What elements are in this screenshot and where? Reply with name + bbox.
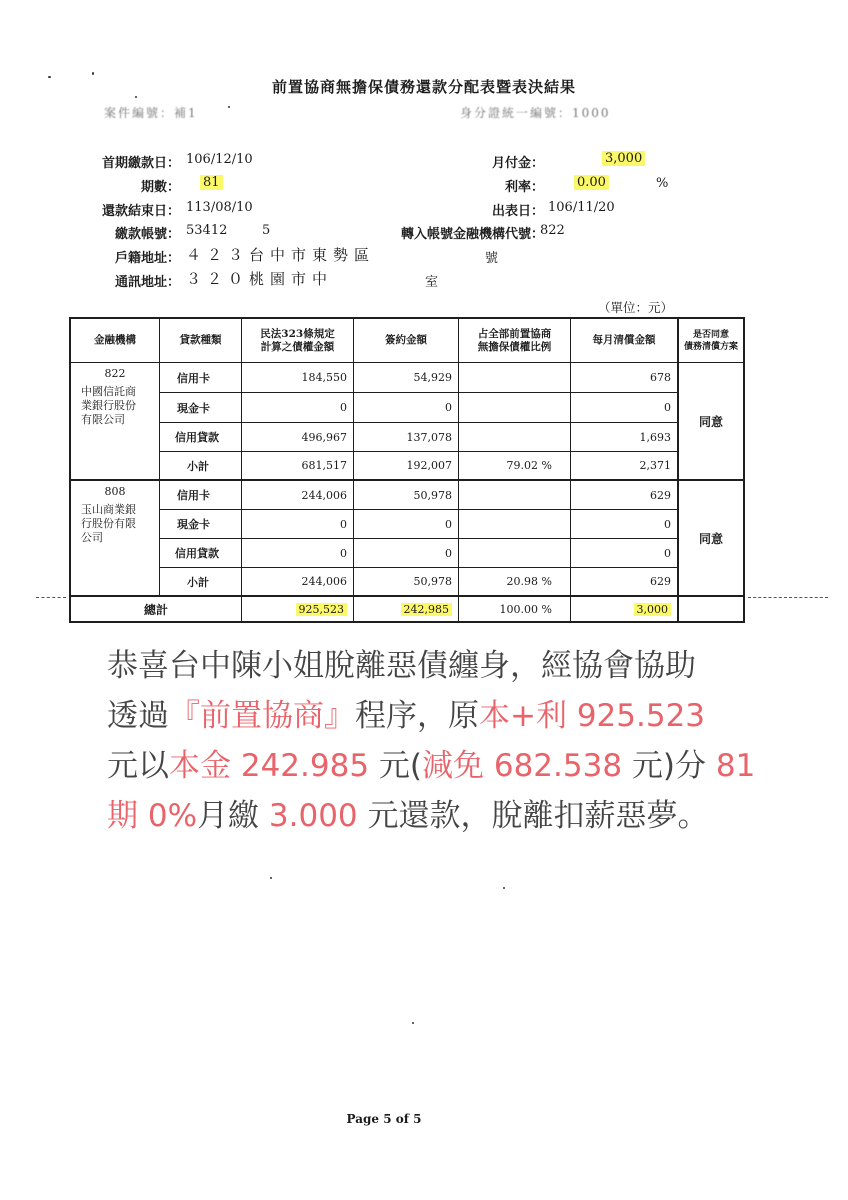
subtotal-monthly: 629: [650, 575, 671, 588]
bank-808: 808 玉山商業銀 行股份有限 公司: [81, 485, 136, 544]
bank-822: 822 中國信託商 業銀行股份 有限公司: [81, 367, 136, 426]
scan-line: [748, 597, 828, 598]
header-institution: 金融機構: [94, 334, 136, 346]
header-monthly-payment: 每月清償金額: [592, 334, 656, 346]
household-address-label: 戶籍地址：: [114, 251, 180, 266]
account-value: 53412: [186, 223, 228, 238]
unit-note: （單位：元）: [598, 300, 674, 315]
end-date-label: 還款結束日：: [101, 204, 180, 219]
mailing-address-value: ３２０桃園市中: [186, 270, 334, 288]
distribution-table: [69, 317, 745, 623]
contract-amount: 0: [445, 546, 452, 560]
loan-type: 信用卡: [177, 489, 210, 502]
scan-speck: [92, 72, 94, 75]
account-label: 繳款帳號：: [114, 227, 180, 242]
end-date-value: 113/08/10: [186, 200, 253, 215]
header-agree: 是否同意 債務清償方案: [683, 329, 738, 352]
caption-line-2: 透過『前置協商』程序，原本+利 925.523: [107, 698, 706, 734]
monthly-amount: 678: [650, 371, 671, 384]
contract-amount: 0: [445, 401, 452, 414]
subtotal-contract: 50,978: [413, 575, 452, 588]
monthly-payment-value: 3,000: [602, 151, 645, 166]
subtotal-ratio: 20.98 %: [506, 575, 552, 588]
scan-speck: [270, 877, 272, 879]
total-monthly: 3,000: [634, 603, 672, 616]
claim-amount: 184,550: [301, 371, 347, 384]
periods-value: 81: [200, 175, 223, 190]
caption-line-3: 元以本金 242.985 元(減免 682.538 元)分 81: [107, 748, 756, 784]
bank-code: 808: [104, 485, 126, 498]
claim-amount: 0: [340, 546, 347, 560]
account-value-tail: 5: [262, 223, 271, 238]
claim-amount: 244,006: [301, 488, 347, 502]
subtotal-monthly: 2,371: [639, 459, 671, 472]
bank-code: 822: [104, 367, 126, 380]
scan-speck: [228, 106, 230, 108]
loan-type: 現金卡: [177, 401, 210, 415]
subtotal-ratio: 79.02 %: [506, 459, 552, 472]
claim-amount: 0: [340, 517, 347, 531]
first-payment-label: 首期繳款日：: [101, 156, 180, 171]
total-contract: 242,985: [401, 603, 453, 616]
monthly-amount: 0: [664, 517, 671, 531]
subtotal-claim: 244,006: [301, 575, 347, 588]
issue-date-label: 出表日：: [491, 204, 544, 219]
rate-unit: %: [656, 176, 669, 191]
scan-line: [36, 597, 66, 598]
subtotal-label: 小計: [187, 575, 209, 589]
monthly-amount: 1,693: [639, 430, 671, 444]
header-loan-type: 貸款種類: [179, 334, 222, 346]
redacted-case-number: 案件編號：補1: [104, 106, 198, 120]
household-address-tail: 號: [485, 251, 499, 266]
contract-amount: 0: [445, 517, 452, 531]
first-payment-value: 106/12/10: [186, 152, 253, 167]
loan-type: 現金卡: [177, 518, 210, 531]
scan-speck: [412, 1022, 414, 1024]
total-ratio: 100.00 %: [499, 602, 552, 616]
loan-type: 信用貸款: [175, 431, 219, 444]
bank-code-value: 822: [540, 223, 565, 238]
bank-code-label: 轉入帳號金融機構代號：: [400, 227, 544, 242]
loan-type: 信用卡: [177, 371, 210, 385]
loan-type: 信用貸款: [175, 547, 219, 560]
bank-822-agree: 同意: [698, 414, 723, 429]
monthly-payment-label: 月付金：: [491, 156, 544, 171]
monthly-amount: 629: [650, 488, 671, 502]
page-footer: Page 5 of 5: [346, 1112, 422, 1126]
periods-label: 期數：: [140, 180, 180, 195]
issue-date-value: 106/11/20: [548, 200, 615, 215]
mailing-address-tail: 室: [425, 275, 439, 290]
claim-amount: 0: [340, 401, 347, 414]
contract-amount: 137,078: [406, 430, 452, 444]
monthly-amount: 0: [664, 546, 671, 560]
caption-line-4: 期 0%月繳 3.000 元還款，脫離扣薪惡夢。: [107, 798, 709, 834]
total-label: 總計: [143, 602, 168, 617]
caption-line-1: 恭喜台中陳小姐脫離惡債纏身，經協會協助: [107, 648, 696, 684]
contract-amount: 50,978: [413, 488, 452, 502]
header-claim-ratio: 占全部前置協商 無擔保債權比例: [477, 327, 552, 353]
claim-amount: 496,967: [301, 430, 347, 444]
subtotal-claim: 681,517: [301, 459, 347, 472]
household-address-value: ４２３台中市東勢區: [186, 246, 376, 264]
subtotal-label: 小計: [187, 459, 209, 473]
rate-label: 利率：: [504, 180, 544, 195]
bank-808-agree: 同意: [698, 531, 723, 546]
document-title: 前置協商無擔保債務還款分配表暨表決結果: [271, 78, 576, 96]
header-contract-amount: 簽約金額: [385, 334, 427, 346]
redacted-id-number: 身分證統一編號：1000: [460, 106, 611, 120]
scan-speck: [503, 887, 505, 889]
subtotal-contract: 192,007: [406, 459, 452, 472]
contract-amount: 54,929: [413, 371, 452, 384]
monthly-amount: 0: [664, 401, 671, 414]
total-claim: 925,523: [296, 603, 348, 616]
rate-value: 0.00: [574, 175, 609, 190]
header-claim-amount: 民法323條規定 計算之債權金額: [260, 327, 335, 353]
mailing-address-label: 通訊地址：: [114, 275, 180, 290]
